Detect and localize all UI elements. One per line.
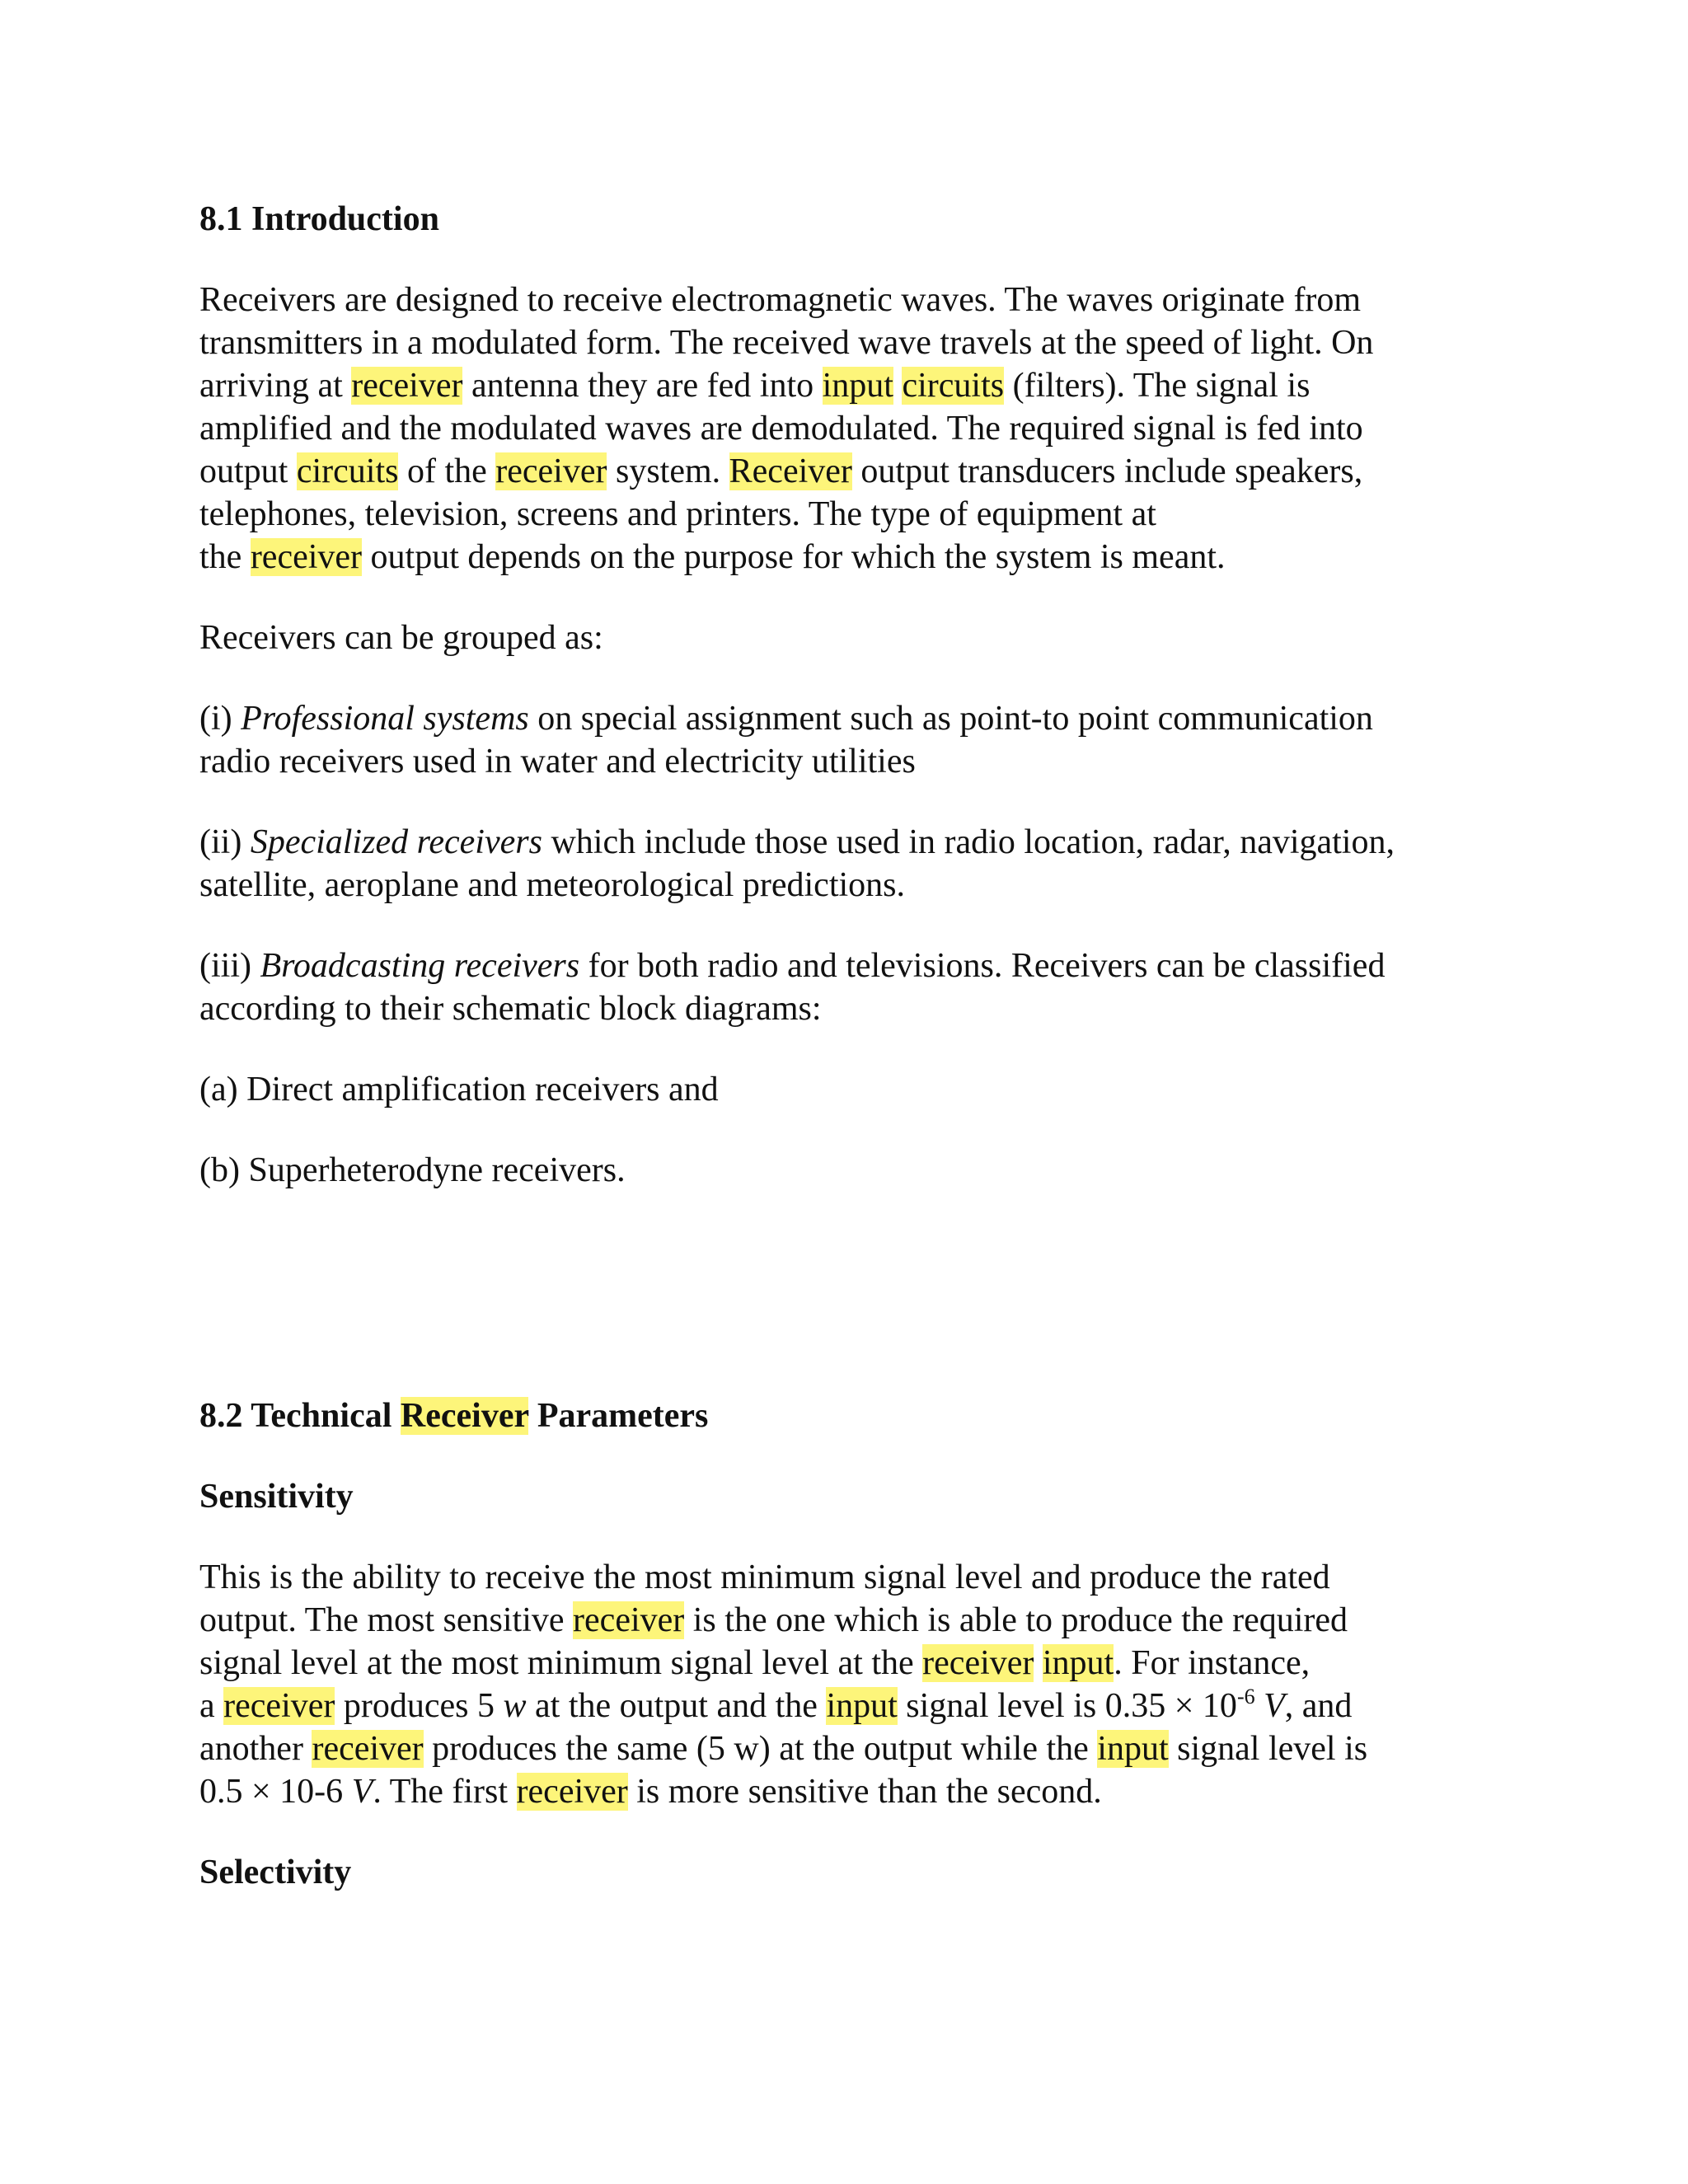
list-item-broadcasting [199,944,1551,1030]
text-segment: for both radio and televisions. Receivers can be classified [579,947,1386,985]
text-segment: 0.5 × 10-6 [199,1773,352,1811]
section-heading-introduction: 8.1 Introduction [199,200,439,238]
text-segment: arriving at [199,367,352,405]
italic-text: V [351,1773,373,1811]
text-line [199,987,1551,1030]
text-segment: transmitters in a modulated form. The received wave travels at the speed of light. On [199,324,1374,362]
intro-paragraph [199,279,1551,579]
text-line [199,1727,1551,1770]
text-segment: output depends on the purpose for which the system is meant. [362,538,1226,576]
text-segment: amplified and the modulated waves are demodulated. The required signal is fed into [199,410,1363,448]
text-segment: is the one which is able to produce the required [684,1601,1348,1639]
highlighted-term: input [1042,1644,1114,1682]
text-segment: , and [1284,1687,1353,1725]
text-line [199,1394,1551,1437]
text-line [199,1770,1551,1813]
text-line [199,821,1551,864]
text-segment: . For instance, [1114,1644,1311,1682]
section-heading-technical-parameters [199,1394,1551,1437]
subheading-selectivity: Selectivity [199,1854,352,1891]
text-segment: (filters). The signal is [1004,367,1311,405]
list-item-specialized [199,821,1551,907]
text-segment: produces 5 [335,1687,504,1725]
text-line [199,697,1551,740]
text-segment [893,367,903,405]
italic-text: Broadcasting receivers [260,947,580,985]
text-segment: signal level is [1168,1730,1368,1768]
highlighted-term: receiver [573,1601,685,1639]
text-segment: This is the ability to receive the most minimum signal level and produce the rated [199,1558,1330,1596]
list-item-professional [199,697,1551,783]
text-line [199,864,1551,907]
text-line [199,1556,1551,1599]
text-line [199,450,1551,493]
text-segment: (i) [199,700,241,738]
text-segment: a [199,1687,224,1725]
text-segment: output transducers include speakers, [851,452,1363,490]
text-segment: Receivers are designed to receive electromagnetic waves. The waves originate from [199,281,1362,319]
text-segment: produces the same (5 w) at the output while the [423,1730,1098,1768]
highlighted-term: input [1097,1730,1169,1768]
document-page [199,198,1551,1894]
highlighted-term: receiver [223,1687,335,1725]
text-segment [1255,1687,1264,1725]
italic-text: Professional systems [241,700,529,738]
text-segment: (ii) [199,823,251,861]
text-line [199,944,1551,987]
text-segment: at the output and the [526,1687,827,1725]
highlighted-term: receiver [312,1730,424,1768]
text-line [199,536,1551,579]
text-segment: is more sensitive than the second. [627,1773,1102,1811]
highlighted-term: input [826,1687,898,1725]
text-line [199,493,1551,536]
list-item-direct-amplification: (a) Direct amplification receivers and [199,1071,719,1108]
text-line [199,740,1551,783]
text-segment: on special assignment such as point-to point communication [528,700,1373,738]
highlighted-term: circuits [902,367,1005,405]
text-segment: another [199,1730,312,1768]
text-segment: satellite, aeroplane and meteorological predictions. [199,866,905,904]
text-segment: antenna they are fed into [462,367,823,405]
highlighted-term: receiver [495,452,607,490]
text-line [199,279,1551,321]
subheading-sensitivity: Sensitivity [199,1478,354,1516]
text-segment: 8.2 Technical [199,1397,401,1435]
text-segment: telephones, television, screens and printers. The type of equipment at [199,495,1156,533]
text-segment: according to their schematic block diagrams: [199,990,822,1028]
text-segment: Parameters [528,1397,709,1435]
text-line [199,1642,1551,1685]
text-segment: which include those used in radio location, radar, navigation, [542,823,1395,861]
highlighted-term: receiver [250,538,363,576]
text-segment: signal level at the most minimum signal level at the [199,1644,923,1682]
italic-text: Specialized receivers [250,823,542,861]
text-segment: radio receivers used in water and electricity utilities [199,743,916,780]
text-segment: output [199,452,297,490]
grouped-as-text: Receivers can be grouped as: [199,619,603,657]
text-segment: of the [398,452,496,490]
text-segment: system. [607,452,729,490]
text-segment [1034,1644,1043,1682]
highlighted-term: circuits [296,452,399,490]
highlighted-term: receiver [922,1644,1034,1682]
list-item-superheterodyne: (b) Superheterodyne receivers. [199,1151,626,1189]
text-segment: signal level is 0.35 × 10 [897,1687,1237,1725]
highlighted-term: receiver [351,367,463,405]
text-line [199,321,1551,364]
text-segment: . The first [373,1773,517,1811]
highlighted-term: Receiver [400,1397,529,1435]
text-segment: the [199,538,251,576]
italic-text: V [1264,1687,1285,1725]
text-segment: (iii) [199,947,260,985]
text-line [199,364,1551,407]
superscript-text: -6 [1236,1685,1255,1708]
text-line [199,1599,1551,1642]
highlighted-term: receiver [516,1773,628,1811]
italic-text: w [503,1687,527,1725]
highlighted-term: Receiver [729,452,852,490]
text-segment: output. The most sensitive [199,1601,574,1639]
text-line [199,1685,1551,1727]
sensitivity-paragraph [199,1556,1551,1813]
text-line [199,407,1551,450]
highlighted-term: input [822,367,893,405]
